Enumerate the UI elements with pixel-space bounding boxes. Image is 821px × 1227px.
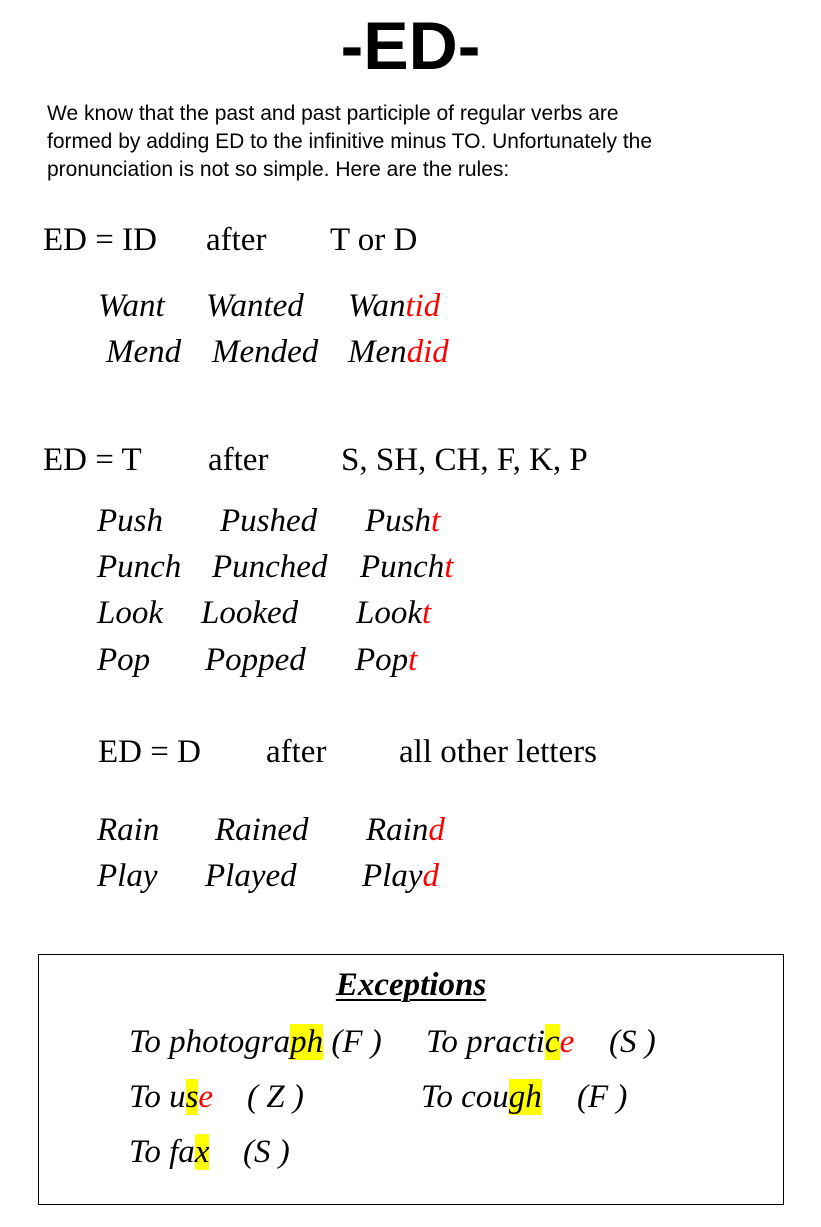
intro-paragraph xyxy=(47,100,777,184)
exceptions-title: Exceptions xyxy=(335,967,487,1003)
pron-stem: Push xyxy=(365,503,431,539)
pron-stem: Wan xyxy=(348,288,406,324)
pron-ending: t xyxy=(444,549,454,585)
exception-photograph xyxy=(129,1022,382,1062)
verb-pronunciation xyxy=(366,810,445,850)
verb-past: Played xyxy=(205,858,297,894)
verb-pronunciation xyxy=(348,332,449,372)
pron-stem: Rain xyxy=(366,812,429,848)
exception-cough xyxy=(421,1077,542,1117)
exception-sound: (F ) xyxy=(331,1024,382,1060)
verb-base: Rain xyxy=(97,812,160,848)
silent-ending: e xyxy=(198,1079,214,1115)
rule-letters: T or D xyxy=(330,222,418,258)
verb-pronunciation xyxy=(360,547,453,587)
pron-ending: t xyxy=(431,503,441,539)
exception-sound: (F ) xyxy=(577,1079,628,1115)
exception-sound: ( Z ) xyxy=(247,1079,304,1115)
verb-past: Mended xyxy=(212,334,319,370)
pron-ending: t xyxy=(422,595,432,631)
highlighted-letters: ph xyxy=(290,1024,324,1060)
pron-ending: d xyxy=(428,812,445,848)
verb-past: Popped xyxy=(205,642,306,678)
verb-base: Push xyxy=(97,503,163,539)
exception-stem: To cou xyxy=(421,1079,509,1115)
verb-past: Punched xyxy=(212,549,328,585)
verb-pronunciation xyxy=(356,593,431,633)
rule-after: after xyxy=(206,222,267,258)
pron-ending: did xyxy=(406,334,449,370)
pron-stem: Look xyxy=(356,595,422,631)
verb-base: Look xyxy=(97,595,163,631)
pron-ending: t xyxy=(408,642,418,678)
pron-ending: d xyxy=(422,858,439,894)
exceptions-box xyxy=(38,954,784,1205)
verb-base: Pop xyxy=(97,642,151,678)
rule-formula: ED = ID xyxy=(43,222,157,258)
exception-stem: To practi xyxy=(426,1024,545,1060)
silent-ending: e xyxy=(559,1024,575,1060)
exception-practice xyxy=(426,1022,574,1062)
pron-ending: tid xyxy=(405,288,441,324)
intro-line: We know that the past and past participle of regular verbs are xyxy=(47,102,619,125)
verb-pronunciation xyxy=(362,856,439,896)
intro-line: pronunciation is not so simple. Here are the rules: xyxy=(47,158,510,181)
rule-formula: ED = T xyxy=(43,442,142,478)
verb-pronunciation xyxy=(348,286,440,326)
verb-past: Looked xyxy=(201,595,299,631)
rule-letters: S, SH, CH, F, K, P xyxy=(341,442,588,478)
verb-past: Rained xyxy=(215,812,309,848)
pron-stem: Play xyxy=(362,858,423,894)
page-title: -ED- xyxy=(340,8,481,84)
highlighted-letters: c xyxy=(544,1024,560,1060)
exception-stem: To fa xyxy=(129,1134,195,1170)
verb-base: Mend xyxy=(106,334,182,370)
verb-pronunciation xyxy=(355,640,417,680)
pron-stem: Men xyxy=(348,334,407,370)
pron-stem: Punch xyxy=(360,549,445,585)
verb-base: Punch xyxy=(97,549,182,585)
verb-base: Play xyxy=(97,858,158,894)
intro-line: formed by adding ED to the infinitive minus TO. Unfortunately the xyxy=(47,130,653,153)
verb-past: Wanted xyxy=(206,288,304,324)
rule-after: after xyxy=(266,734,327,770)
rule-letters: all other letters xyxy=(399,734,597,770)
exception-sound: (S ) xyxy=(609,1024,656,1060)
exception-stem: To u xyxy=(129,1079,186,1115)
exception-use xyxy=(129,1077,213,1117)
rule-after: after xyxy=(208,442,269,478)
highlighted-letters: x xyxy=(194,1134,210,1170)
highlighted-letters: s xyxy=(185,1079,199,1115)
exception-stem: To photogra xyxy=(129,1024,291,1060)
exception-sound: (S ) xyxy=(243,1134,290,1170)
exception-fax xyxy=(129,1132,209,1172)
verb-base: Want xyxy=(98,288,165,324)
pron-stem: Pop xyxy=(355,642,409,678)
highlighted-letters: gh xyxy=(508,1079,542,1115)
rule-formula: ED = D xyxy=(98,734,201,770)
verb-pronunciation xyxy=(365,501,440,541)
verb-past: Pushed xyxy=(220,503,318,539)
